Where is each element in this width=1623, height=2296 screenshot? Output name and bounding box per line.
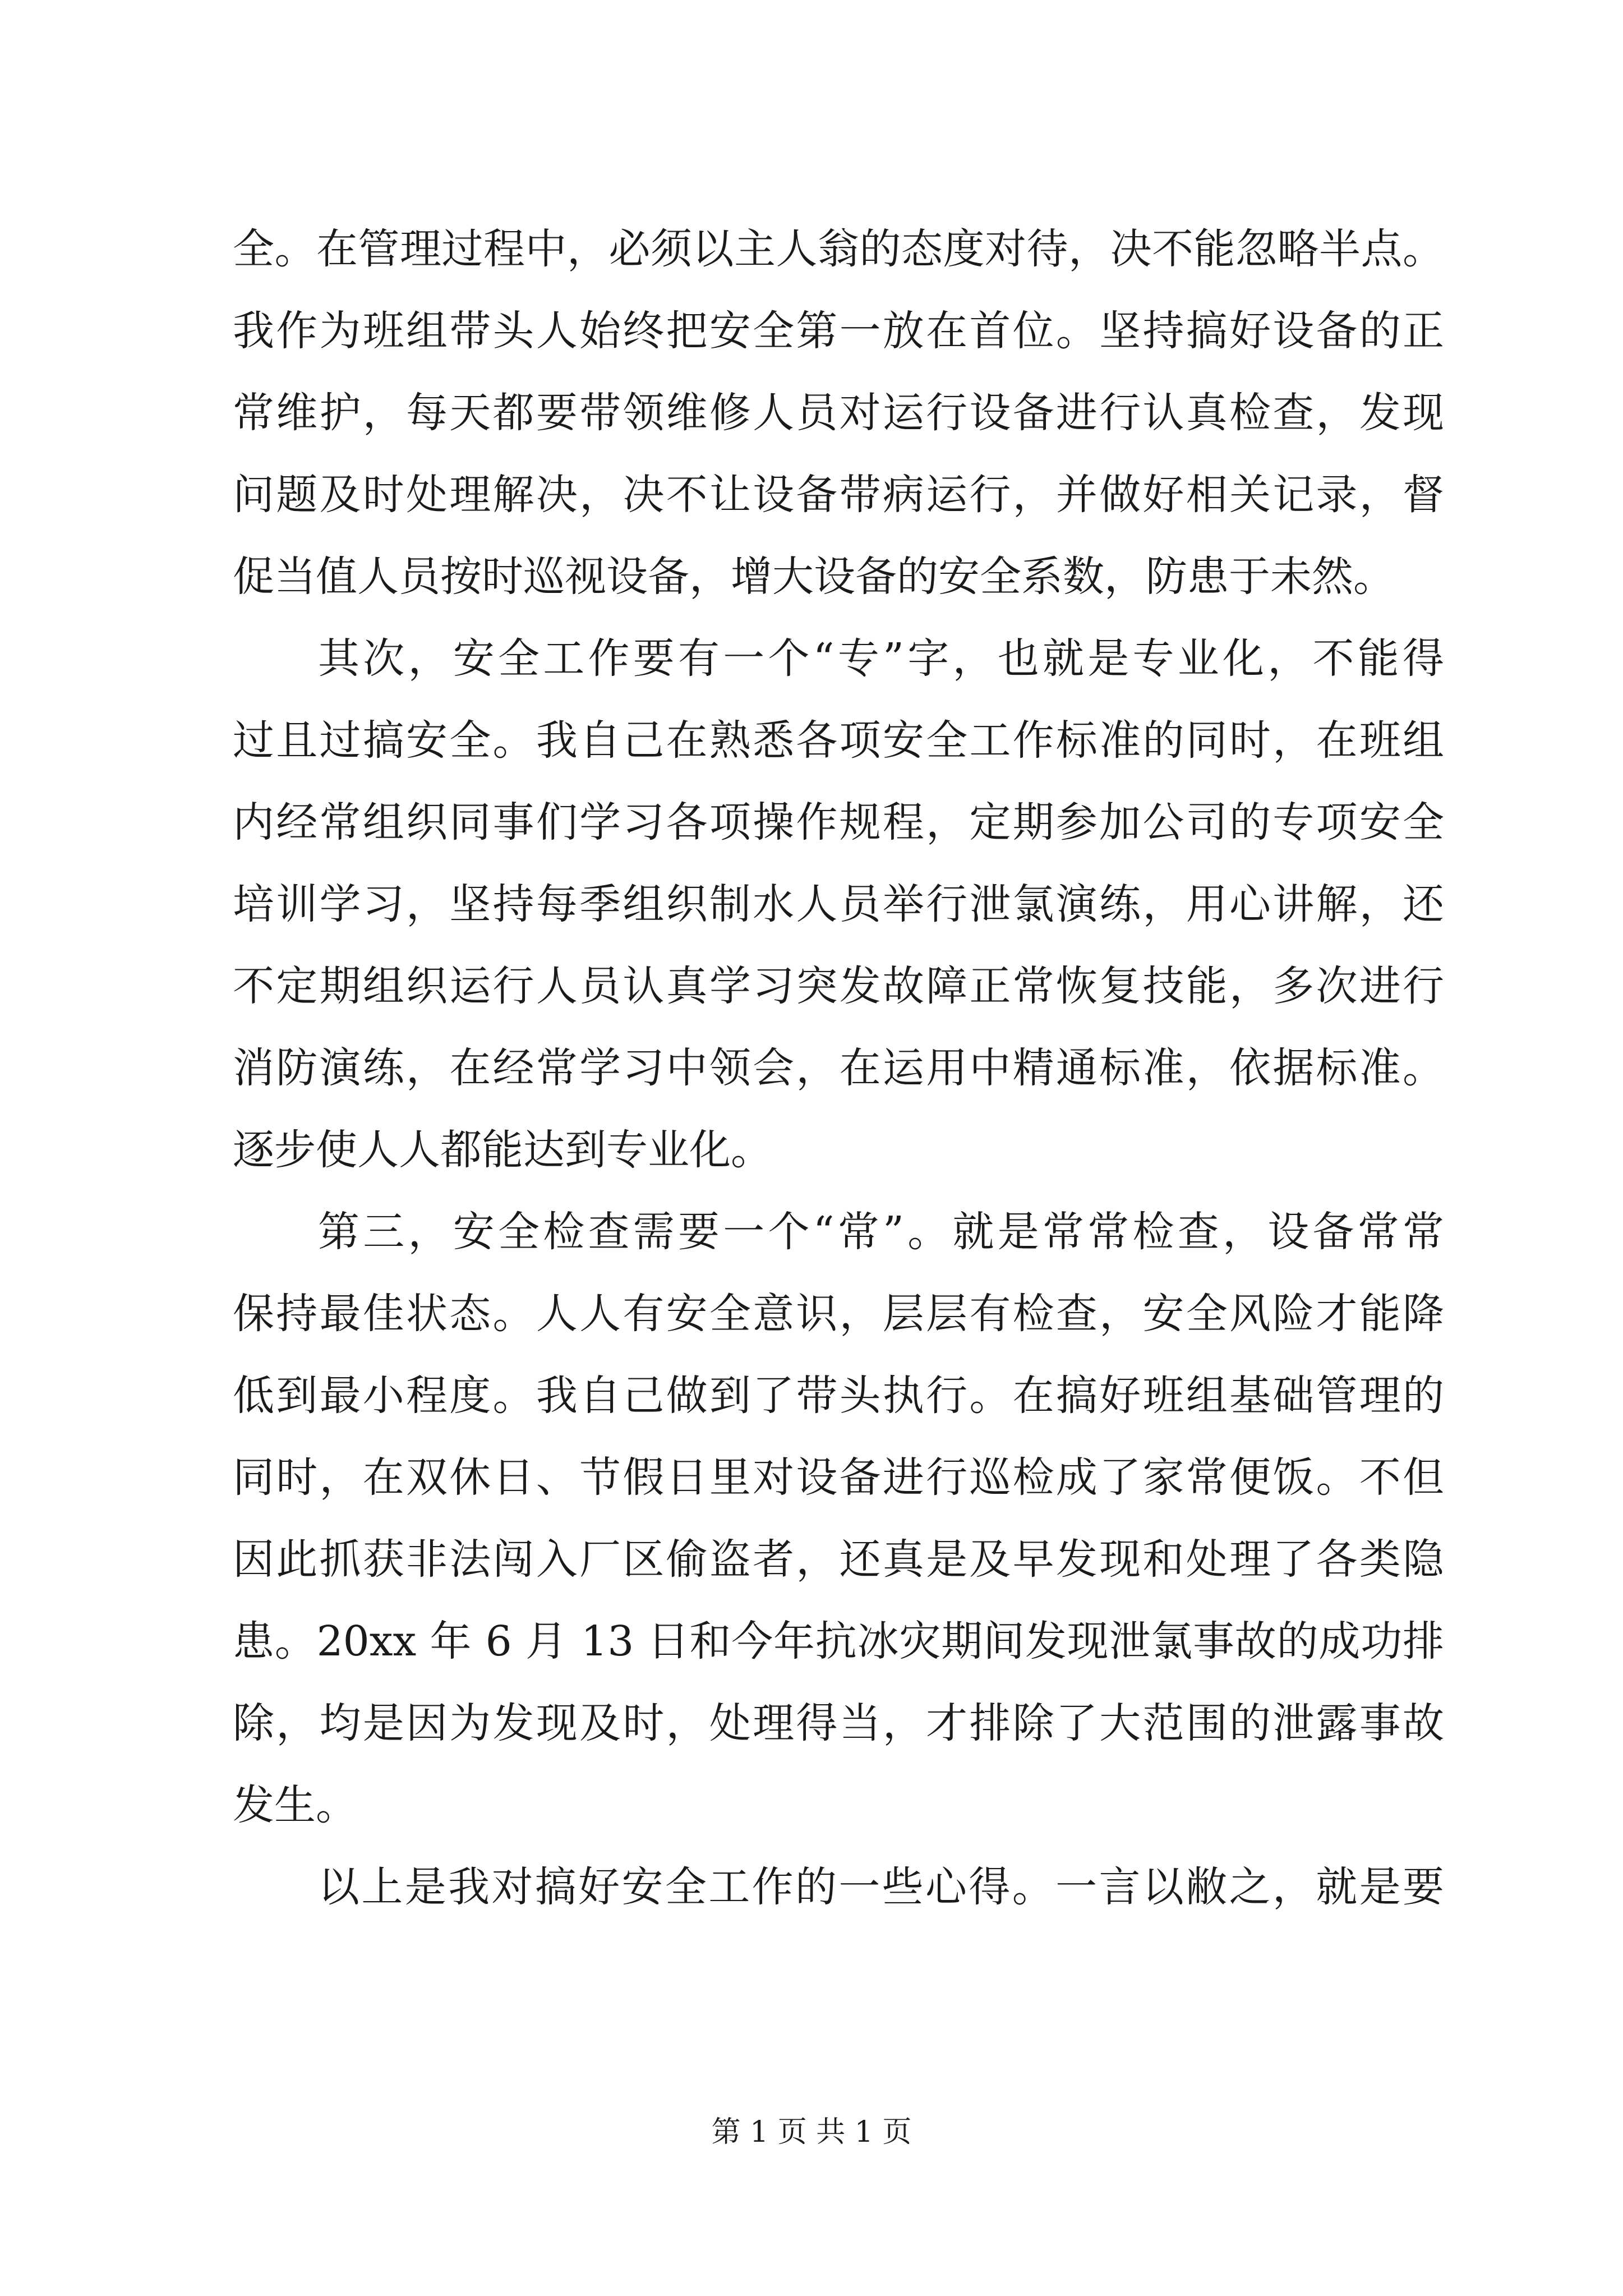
text-line: 其次，安全工作要有一个“专”字，也就是专业化，不能得: [318, 634, 1444, 683]
text-line: 以上是我对搞好安全工作的一些心得。一言以敝之，就是要: [318, 1863, 1444, 1911]
text-line: 全。在管理过程中，必须以主人翁的态度对待，决不能忽略半点。: [233, 225, 1444, 273]
text-line: 保持最佳状态。人人有安全意识，层层有检查，安全风险才能降: [233, 1290, 1444, 1338]
text-line: 我作为班组带头人始终把安全第一放在首位。坚持搞好设备的正: [233, 307, 1444, 355]
text-line: 患。20xx 年 6 月 13 日和今年抗冰灾期间发现泄氯事故的成功排: [233, 1617, 1444, 1665]
text-line: 消防演练，在经常学习中领会，在运用中精通标准，依据标准。: [233, 1044, 1444, 1092]
text-line: 内经常组织同事们学习各项操作规程，定期参加公司的专项安全: [233, 798, 1444, 846]
text-line: 问题及时处理解决，决不让设备带病运行，并做好相关记录，督: [233, 471, 1444, 519]
text-line: 除，均是因为发现及时，处理得当，才排除了大范围的泄露事故: [233, 1699, 1444, 1747]
text-line: 不定期组织运行人员认真学习突发故障正常恢复技能，多次进行: [233, 962, 1444, 1010]
text-line: 培训学习，坚持每季组织制水人员举行泄氯演练，用心讲解，还: [233, 880, 1444, 928]
text-line: 因此抓获非法闯入厂区偷盗者，还真是及早发现和处理了各类隐: [233, 1535, 1444, 1584]
text-line: 第三，安全检查需要一个“常”。就是常常检查，设备常常: [318, 1208, 1444, 1256]
text-line: 过且过搞安全。我自己在熟悉各项安全工作标准的同时，在班组: [233, 716, 1444, 765]
text-line: 促当值人员按时巡视设备，增大设备的安全系数，防患于未然。: [233, 553, 1395, 601]
text-line: 逐步使人人都能达到专业化。: [233, 1126, 772, 1174]
text-line: 常维护，每天都要带领维修人员对运行设备进行认真检查，发现: [233, 389, 1444, 437]
body-text: [233, 208, 1444, 1928]
page-footer: 第 1 页 共 1 页: [711, 2115, 912, 2149]
text-line: 发生。: [233, 1781, 357, 1829]
text-line: 同时，在双休日、节假日里对设备进行巡检成了家常便饭。不但: [233, 1453, 1444, 1502]
text-line: 低到最小程度。我自己做到了带头执行。在搞好班组基础管理的: [233, 1372, 1444, 1420]
